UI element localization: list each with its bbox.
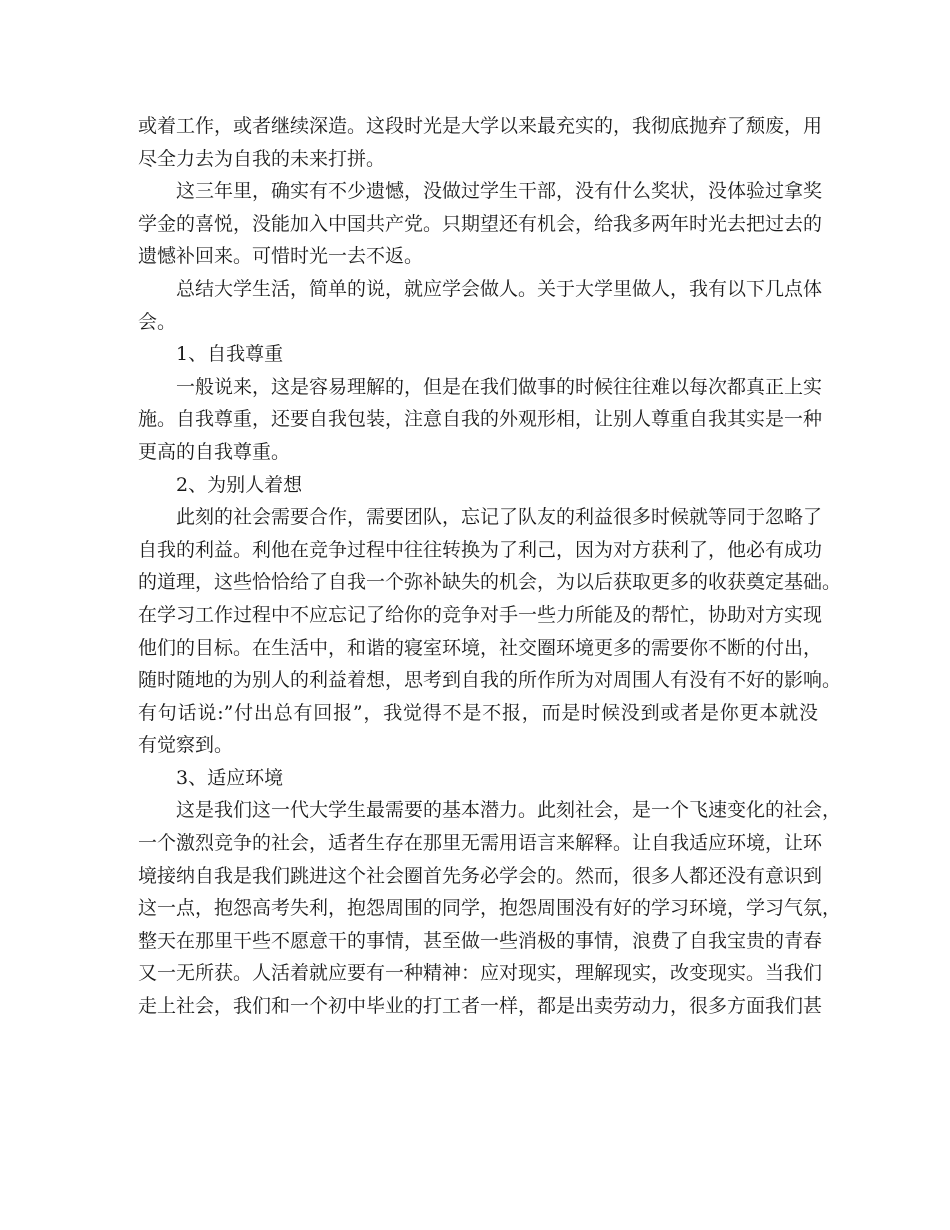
text-line: 会。 bbox=[138, 310, 177, 333]
text-line: 一般说来，这是容易理解的，但是在我们做事的时候往往难以每次都真正上实 bbox=[176, 375, 823, 398]
text-line: 施。自我尊重，还要自我包装，注意自我的外观形相，让别人尊重自我其实是一种 bbox=[138, 408, 823, 431]
text-line: 总结大学生活，简单的说，就应学会做人。关于大学里做人，我有以下几点体 bbox=[176, 277, 823, 300]
text-line: 境接纳自我是我们跳进这个社会圈首先务必学会的。然而，很多人都还没有意识到 bbox=[138, 864, 823, 887]
text-line: 在学习工作过程中不应忘记了给你的竞争对手一些力所能及的帮忙，协助对方实现 bbox=[138, 603, 823, 626]
text-line: 这一点，抱怨高考失利，抱怨周围的同学，抱怨周围没有好的学习环境，学习气氛， bbox=[138, 897, 842, 920]
text-line: 有觉察到。 bbox=[138, 734, 234, 757]
text-line: 这是我们这一代大学生最需要的基本潜力。此刻社会，是一个飞速变化的社会， bbox=[176, 799, 842, 822]
text-line: 随时随地的为别人的利益着想，思考到自我的所作所为对周围人有没有不好的影响。 bbox=[138, 669, 842, 692]
text-line: 尽全力去为自我的未来打拼。 bbox=[138, 147, 386, 170]
text-line: 学金的喜悦，没能加入中国共产党。只期望还有机会，给我多两年时光去把过去的 bbox=[138, 212, 823, 235]
text-line: 或着工作，或者继续深造。这段时光是大学以来最充实的，我彻底抛弃了颓废，用 bbox=[138, 115, 823, 137]
text-line: 又一无所获。人活着就应要有一种精神：应对现实，理解现实，改变现实。当我们 bbox=[138, 962, 823, 985]
text-line: 3、适应环境 bbox=[176, 766, 284, 789]
text-line: 自我的利益。利他在竞争过程中往往转换为了利己，因为对方获利了，他必有成功 bbox=[138, 538, 823, 561]
text-line: 此刻的社会需要合作，需要团队，忘记了队友的利益很多时候就等同于忽略了 bbox=[176, 506, 823, 529]
text-line: 走上社会，我们和一个初中毕业的打工者一样，都是出卖劳动力，很多方面我们甚 bbox=[138, 995, 823, 1018]
text-line: 2、为别人着想 bbox=[176, 473, 303, 496]
text-line: 1、自我尊重 bbox=[176, 343, 284, 366]
text-line: 整天在那里干些不愿意干的事情，甚至做一些消极的事情，浪费了自我宝贵的青春 bbox=[138, 929, 823, 952]
text-line: 遗憾补回来。可惜时光一去不返。 bbox=[138, 245, 424, 268]
text-line: 这三年里，确实有不少遗憾，没做过学生干部，没有什么奖状，没体验过拿奖 bbox=[176, 180, 823, 203]
text-line: 的道理，这些恰恰给了自我一个弥补缺失的机会，为以后获取更多的收获奠定基础。 bbox=[138, 571, 842, 594]
text-line: 更高的自我尊重。 bbox=[138, 440, 291, 463]
document-page bbox=[138, 110, 842, 1023]
text-line: 有句话说:”付出总有回报”，我觉得不是不报，而是时候没到或者是你更本就没 bbox=[138, 701, 818, 724]
text-line: 他们的目标。在生活中，和谐的寝室环境，社交圈环境更多的需要你不断的付出， bbox=[138, 636, 823, 659]
text-line: 一个激烈竞争的社会，适者生存在那里无需用语言来解释。让自我适应环境，让环 bbox=[138, 832, 823, 855]
